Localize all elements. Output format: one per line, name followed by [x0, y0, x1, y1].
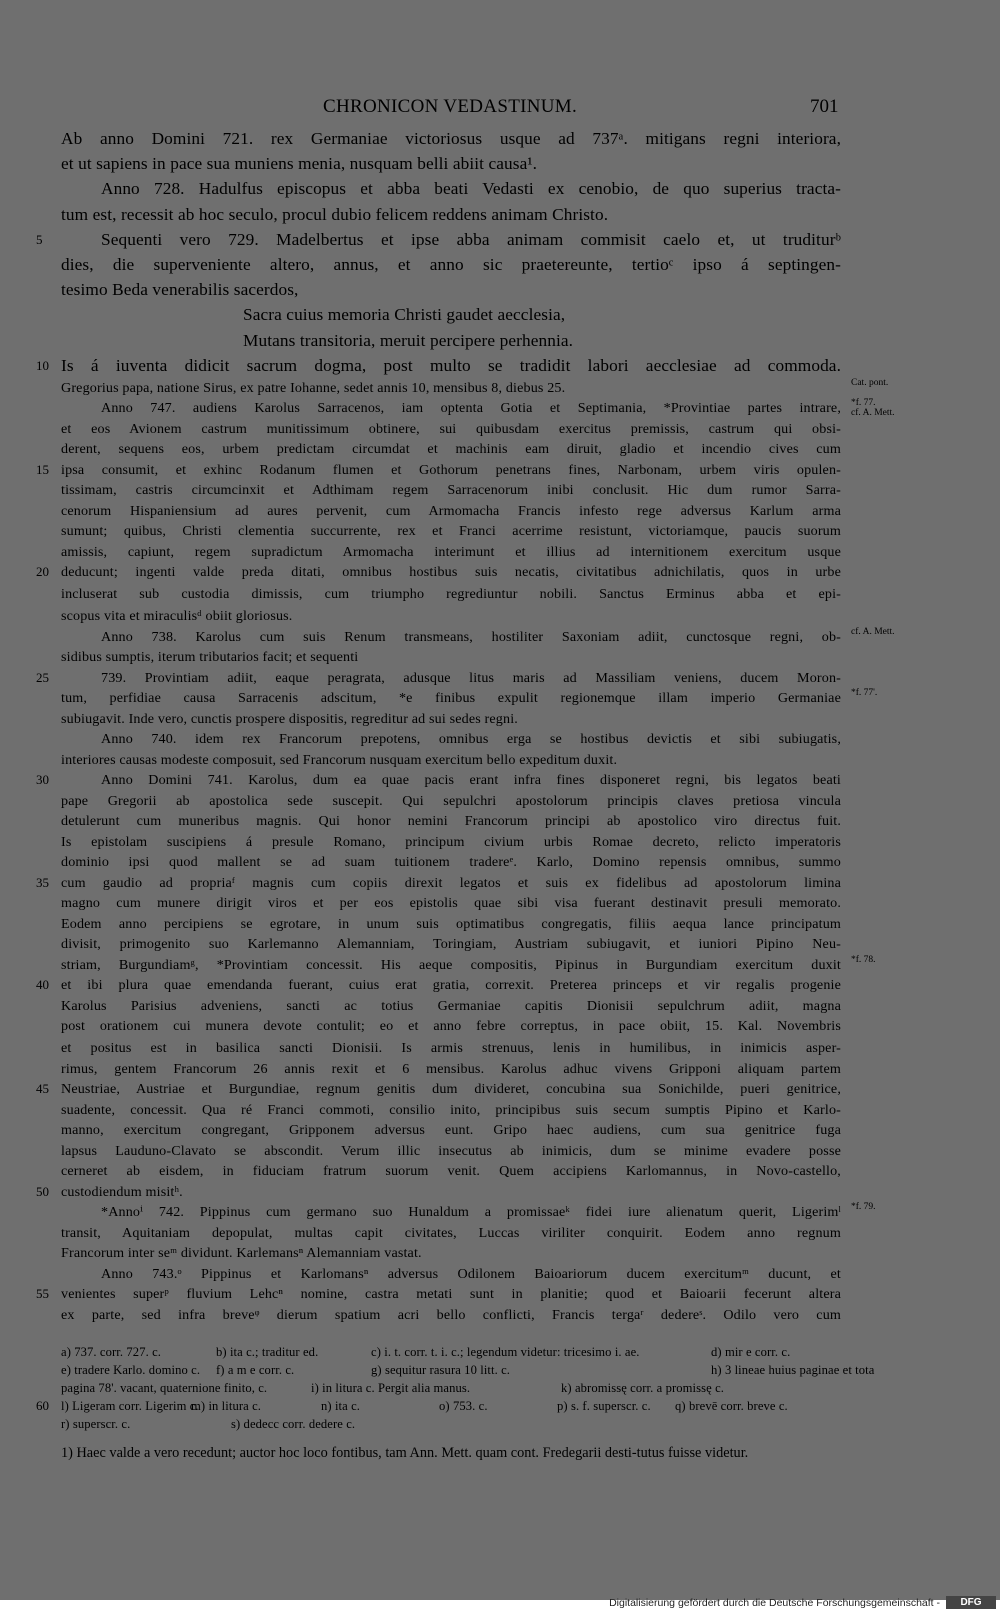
- footnote-entry: m) in litura c.: [191, 1399, 262, 1414]
- text-line: [61, 439, 841, 460]
- line-number: 35: [36, 874, 49, 890]
- line-text: sumunt; quibus, Christi clementia succurrente, rex et Franci acerrime resistunt, victoriamque, paucis suorum: [61, 523, 841, 540]
- text-line: [61, 605, 841, 627]
- line-text: tissimam, castris circumcinxit et Adthimam regem Sarracenorum inibi conclusit. Hic dum rumor Sarra-: [61, 482, 841, 499]
- line-number: 60: [36, 1398, 49, 1414]
- line-text: Is á iuventa didicit sacrum dogma, post multo se tradidit labori aecclesiae ad commoda.: [61, 355, 841, 375]
- line-text: dies, die superveniente altero, annus, et anno sic praetereunte, tertioᶜ ipso á septingen-: [61, 254, 841, 274]
- line-text: Anno 740. idem rex Francorum prepotens, omnibus erga se hostibus devictis et sibi subiugatis,: [101, 731, 841, 748]
- text-line: [61, 1059, 841, 1080]
- chronicle-text-body: [36, 126, 895, 1464]
- line-text: Francorum inter seᵐ dividunt. Karlemansⁿ Alemanniam vastat.: [61, 1245, 422, 1262]
- footnote-entry: o) 753. c.: [439, 1399, 488, 1414]
- footnote-line: [61, 1379, 841, 1397]
- line-text: cum gaudio ad propriaᶠ magnis cum copiis direxit legatos et suis ex fidelibus ad apostolorum limina: [61, 874, 841, 891]
- text-line: [61, 1243, 841, 1264]
- margin-reference: *f. 77'.: [851, 688, 878, 699]
- line-text: deducunt; ingenti valde preda ditati, omnibus hostibus suis necatis, civitatibus adnichilatis, quos in urbe: [61, 564, 841, 581]
- text-line: [61, 398, 895, 419]
- text-line: [61, 151, 841, 176]
- text-line: [36, 460, 841, 481]
- line-text: Anno 743.ᵒ Pippinus et Karlomansⁿ adversus Odilonem Baioariorum ducem exercitumᵐ ducunt, et: [101, 1265, 841, 1282]
- text-line: [36, 227, 841, 252]
- text-line: [61, 302, 841, 327]
- text-line: [36, 770, 841, 791]
- footnote-line: [61, 1361, 875, 1379]
- text-line: [61, 626, 895, 648]
- text-line: [61, 1120, 841, 1141]
- footnote-entry: g) sequitur rasura 10 litt. c.: [371, 1363, 511, 1378]
- text-line: [36, 873, 841, 894]
- footnote-entry: q) brevē corr. breve c.: [675, 1399, 788, 1414]
- line-number: 20: [36, 564, 49, 580]
- footnote-entry: c) i. t. corr. t. i. c.; legendum videtur: tricesimo i. ae.: [371, 1345, 640, 1360]
- line-text: cenorum Hispaniensium ad aures pervenit, cum Armomacha Francis infesto rege adversus Karlum arma: [61, 502, 841, 519]
- text-line: [61, 914, 841, 935]
- page-number: 701: [810, 96, 839, 117]
- footnote-entry: e) tradere Karlo. domino c.: [61, 1363, 201, 1378]
- line-text: Sequenti vero 729. Madelbertus et ipse abba animam commisit caelo et, ut truditurᵇ: [101, 229, 841, 249]
- footnote-entry: b) ita c.; traditur ed.: [216, 1345, 319, 1360]
- line-text: manno, exercitum congregant, Gripponem adversus eunt. Gripo haec audiens, cum sua genitrice fuga: [61, 1122, 841, 1139]
- text-line: [61, 521, 841, 542]
- line-text: et positus est in basilica sancti Dionisii. Is armis strenuus, lenis in humilibus, in inimicis asper-: [61, 1039, 841, 1056]
- line-text: incluserat sub custodia dimissis, cum triumpho regrediuntur nobili. Sanctus Erminus abba et epi-: [61, 585, 841, 602]
- text-line: [61, 1264, 841, 1285]
- text-line: [61, 1202, 876, 1223]
- line-text: Anno 728. Hadulfus episcopus et abba beati Vedasti ex cenobio, de quo superius tracta-: [101, 179, 841, 199]
- editorial-note: 1) Haec valde a vero recedunt; auctor hoc loco fontibus, tam Ann. Mett. quam cont. Fredegarii desti-tutus fuisse videtur.: [61, 1445, 749, 1462]
- text-line: [36, 668, 841, 689]
- text-line: [61, 480, 841, 501]
- text-line: [36, 562, 841, 583]
- text-line: [61, 1141, 841, 1162]
- line-text: Sacra cuius memoria Christi gaudet aecclesia,: [243, 305, 566, 325]
- text-line: [36, 1182, 841, 1203]
- line-text: suadente, concessit. Qua ré Franci commoti, consilio inito, principibus suis secum sumptis Pipino et Karlo-: [61, 1101, 841, 1118]
- line-text: transit, Aquitaniam depopulat, multas capit civitates, Luccas viriliter conquirit. Eodem anno regnum: [61, 1224, 841, 1241]
- text-line: [36, 975, 841, 996]
- line-text: tum, perfidiae causa Sarracenis adscitum, *e finibus expulit regionemque illam imperio Germaniae: [61, 690, 841, 707]
- line-text: tum est, recessit ab hoc seculo, procul dubio felicem reddens animam Christo.: [61, 204, 609, 224]
- margin-reference: *f. 77. cf. A. Mett.: [851, 398, 895, 419]
- footnote-entry: f) a m e corr. c.: [216, 1363, 295, 1378]
- line-text: Neustriae, Austriae et Burgundiae, regnum genitis dum divideret, concubina sua Sonichilde, pueri genitrice,: [61, 1081, 841, 1098]
- footnote-entry: a) 737. corr. 727. c.: [61, 1345, 162, 1360]
- line-text: derent, sequens eos, urbem predictam circumdat et machinis eam diruit, gladio et incendio cives cum: [61, 441, 841, 458]
- line-text: et eos Avionem castrum munitissimum obtinere, sui quibusdam exercitus premissis, castrum qui obsi-: [61, 420, 841, 437]
- footnote-entry: d) mir e corr. c.: [711, 1345, 791, 1360]
- footnote-line: [61, 1415, 841, 1433]
- line-text: Anno 747. audiens Karolus Sarracenos, iam optenta Gotia et Septimania, *Provintiae partes intrare,: [101, 400, 841, 417]
- line-text: pape Gregorii ab apostolica sede suscepit. Qui sepulchri apostolorum principis claves pretiosa vincula: [61, 792, 841, 809]
- line-text: et ibi plura quae emendanda fuerant, cuius erat gratia, correxit. Preterea princeps et vir regalis progenie: [61, 977, 841, 994]
- text-line: [61, 1161, 841, 1182]
- line-text: interiores causas modeste composuit, sed Francorum nusquam exercitum bello expeditum duxit.: [61, 751, 618, 768]
- line-text: rimus, gentem Francorum 26 annis rexit et 6 mensibus. Karolus adhuc vivens Gripponi aliquam partem: [61, 1060, 841, 1077]
- text-line: [61, 176, 841, 201]
- footnote-line: [61, 1343, 841, 1361]
- footnote-entry: l) Ligeram corr. Ligerim c.: [61, 1399, 199, 1414]
- line-number: 30: [36, 772, 49, 788]
- text-line: [61, 688, 878, 709]
- footnote-entry: pagina 78'. vacant, quaternione finito, c.: [61, 1381, 268, 1396]
- line-number: 15: [36, 461, 49, 477]
- line-text: Anno 738. Karolus cum suis Renum transmeans, hostiliter Saxoniam adiit, cunctosque regni, ob-: [101, 628, 841, 645]
- line-text: post orationem cui munera devote contulit; eo et anno febre correptus, in pace obiit, 15. Kal. Novembris: [61, 1018, 841, 1035]
- line-number: 5: [36, 231, 43, 247]
- margin-reference: cf. A. Mett.: [851, 626, 895, 637]
- line-text: striam, Burgundiamᵍ, *Provintiam concessit. His aeque compositis, Pipinus in Burgundiam exercitum duxit: [61, 956, 841, 973]
- line-text: venientes superᵖ fluvium Lehcⁿ nomine, castra metati sunt in planitie; quod et Baioarii fecerunt altera: [61, 1286, 841, 1303]
- margin-reference: Cat. pont.: [851, 377, 889, 388]
- line-number: 50: [36, 1183, 49, 1199]
- text-line: [61, 1100, 841, 1121]
- text-line: [61, 542, 841, 563]
- line-text: *Annoⁱ 742. Pippinus cum germano suo Hunaldum a promissaeᵏ fidei iure alienatum querit, Ligerimˡ: [101, 1204, 841, 1221]
- text-line: [36, 1284, 841, 1305]
- line-text: custodiendum misitʰ.: [61, 1183, 183, 1200]
- text-line: [36, 1079, 841, 1100]
- text-line: [61, 277, 841, 302]
- margin-reference: *f. 78.: [851, 954, 876, 965]
- footnote-entry: i) in litura c. Pergit alia manus.: [311, 1381, 471, 1396]
- text-line: [61, 1305, 841, 1326]
- line-text: Eodem anno percipiens se egrotare, in unum suis optimatibus congregatis, filiis aequa lance principatum: [61, 915, 841, 932]
- text-line: [61, 709, 841, 730]
- text-line: [61, 729, 841, 750]
- line-text: ipsa consumit, et exhinc Rodanum flumen et Gothorum penetrans fines, Narbonam, urbem viris opulen-: [61, 461, 841, 478]
- text-line: [61, 1016, 841, 1037]
- line-number: 10: [36, 357, 49, 373]
- line-text: ex parte, sed infra breveᵠ dierum spatium acri bello conflicti, Francis tergaʳ dedereˢ. Odilo vero cum: [61, 1306, 841, 1323]
- line-text: 739. Provintiam adiit, eaque peragrata, adusque litus maris ad Massiliam veniens, ducem Moron-: [101, 669, 841, 686]
- line-text: Ab anno Domini 721. rex Germaniae victoriosus usque ad 737ᵃ. mitigans regni interiora,: [61, 129, 841, 148]
- text-line: [61, 252, 841, 277]
- line-text: divisit, primogenito suo Karlemanno Alemanniam, Toringiam, Austriam subiugavit, et iuniori Pipino Neu-: [61, 936, 841, 953]
- text-line: [36, 353, 841, 378]
- footnote-entry: n) ita c.: [321, 1399, 361, 1414]
- line-text: Mutans transitoria, meruit percipere perhennia.: [243, 330, 574, 350]
- text-line: [61, 791, 841, 812]
- line-number: 40: [36, 977, 49, 993]
- text-line: [61, 501, 841, 522]
- text-line: [61, 934, 841, 955]
- line-text: Anno Domini 741. Karolus, dum ea quae pacis erant infra fines disponeret regni, bis legatos beati: [101, 772, 841, 789]
- running-head-title: CHRONICON VEDASTINUM.: [323, 96, 578, 117]
- line-number: 55: [36, 1286, 49, 1302]
- text-line: [61, 954, 876, 976]
- line-text: sidibus sumptis, iterum tributarios facit; et sequenti: [61, 649, 359, 666]
- text-line: [61, 377, 889, 399]
- line-text: subiugavit. Inde vero, cunctis prospere dispositis, regreditur ad sui sedes regni.: [61, 710, 518, 727]
- text-line: [61, 832, 841, 853]
- footnote-entry: h) 3 lineae huius paginae et tota: [711, 1363, 875, 1378]
- text-line: [61, 647, 841, 668]
- text-line: [61, 750, 841, 771]
- text-line: [61, 419, 841, 440]
- footnote-entry: s) dedecc corr. dedere c.: [231, 1417, 356, 1432]
- text-line: [61, 852, 841, 873]
- line-text: magno cum munere dirigit viros et per eos epistolis quae sibi visa fuerant destinavit presuli memorato.: [61, 895, 841, 912]
- footnote-entry: k) abromissę corr. a promissę c.: [561, 1381, 725, 1396]
- text-line: [61, 583, 841, 605]
- text-line: [61, 811, 841, 832]
- line-text: scopus vita et miraculisᵈ obiit gloriosus.: [61, 607, 293, 624]
- line-number: 25: [36, 669, 49, 685]
- line-text: Karolus Parisius adveniens, sancti ac totius Germaniae capitis Dionisii sepulchrum adiit, magna: [61, 997, 841, 1014]
- text-line: [61, 126, 841, 151]
- line-number: 45: [36, 1081, 49, 1097]
- text-line: [61, 996, 841, 1017]
- text-line: [61, 202, 841, 227]
- margin-reference: *f. 79.: [851, 1202, 876, 1213]
- line-text: detulerunt cum muneribus magnis. Qui honor nemini Francorum principi ab apostolico viro directus fuit.: [61, 813, 841, 830]
- dfg-logo: DFG: [946, 1596, 996, 1609]
- text-line: [61, 328, 841, 353]
- line-text: lapsus Lauduno-Clavato se abscondit. Verum illic insecutus ab inimicis, dum se minime evadere posse: [61, 1142, 841, 1159]
- line-text: Gregorius papa, natione Sirus, ex patre Iohanne, sedet annis 10, mensibus 8, diebus 25.: [61, 379, 566, 396]
- text-line: [61, 893, 841, 914]
- text-line: [61, 1223, 841, 1244]
- footnote-entry: r) superscr. c.: [61, 1417, 131, 1432]
- line-text: amissis, capiunt, regem supradictum Armomacha interimunt et illius ad internitionem exercitum usque: [61, 543, 841, 560]
- line-text: tesimo Beda venerabilis sacerdos,: [61, 280, 299, 300]
- footnote-line: [36, 1397, 841, 1415]
- line-text: Is epistolam suscipiens á presule Romano, principum civium urbis Romae decreto, relicto imperatoris: [61, 833, 841, 850]
- digitization-credit: Digitalisierung gefördert durch die Deutsche Forschungsgemeinschaft -: [609, 1597, 940, 1609]
- footnote-entry: p) s. f. superscr. c.: [557, 1399, 651, 1414]
- line-text: et ut sapiens in pace sua muniens menia, nusquam belli abiit causa¹.: [61, 154, 538, 174]
- line-text: dominio ipsi quod mallent se ad suam tuitionem tradereᵉ. Karlo, Domino repensis omnibus, summo: [61, 854, 841, 871]
- line-text: cerneret ab eisdem, in fiduciam fratrum suorum venit. Quem accipiens Karlomannus, in Novo-castello,: [61, 1163, 841, 1180]
- text-line: [61, 1037, 841, 1059]
